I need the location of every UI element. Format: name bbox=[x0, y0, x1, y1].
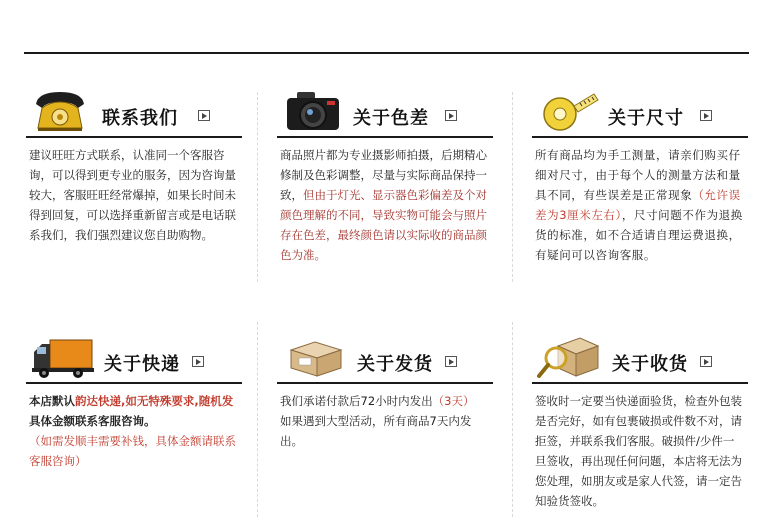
delivery-truck-icon bbox=[30, 334, 96, 380]
card-title: 关于色差 bbox=[353, 108, 429, 129]
card-title-rule bbox=[26, 382, 242, 384]
card-color-difference bbox=[275, 88, 495, 262]
card-title-rule bbox=[277, 136, 493, 138]
text-highlight: ,如无特殊要求,随机发 bbox=[121, 394, 234, 408]
column-divider bbox=[257, 92, 258, 282]
column-divider bbox=[512, 92, 513, 282]
text-highlight: 韵达快递 bbox=[75, 394, 121, 408]
column-divider bbox=[257, 322, 258, 517]
card-text: 建议旺旺方式联系，认准同一个客服咨询，可以得到更专业的服务，因为咨询量较大，客服旺旺经常爆掉，如果长时间未得到回复，可以选择重新留言或是电话联系我们，我们强烈建议您自助购物。 bbox=[29, 148, 236, 242]
card-text bbox=[280, 145, 490, 265]
camera-icon bbox=[281, 88, 347, 134]
arrow-icon[interactable] bbox=[198, 110, 210, 121]
card-text bbox=[280, 391, 490, 451]
card-size bbox=[530, 88, 750, 262]
column-divider bbox=[512, 322, 513, 517]
arrow-icon[interactable] bbox=[445, 110, 457, 121]
text-segment: 具体金额联系客服咨询。 bbox=[29, 414, 156, 428]
card-shipping bbox=[275, 334, 495, 448]
top-divider bbox=[24, 52, 749, 54]
card-text bbox=[535, 145, 745, 265]
arrow-icon[interactable] bbox=[445, 356, 457, 367]
text-highlight: 但由于灯光、显示器色彩偏差及个对颜色理解的不同，导致实物可能会与照片存在色差，最终颜色请以实际收的商品颜色为准。 bbox=[280, 188, 487, 262]
card-title: 联系我们 bbox=[102, 108, 178, 129]
text-highlight: （3天） bbox=[432, 394, 475, 408]
text-segment: 我们承诺付款后72小时内发出 bbox=[280, 394, 433, 408]
text-highlight: （如需发顺丰需要补钱，具体金额请联系客服咨询） bbox=[29, 434, 236, 468]
text-highlight: （允许误差为3厘米左右） bbox=[535, 188, 741, 222]
package-icon bbox=[281, 334, 347, 380]
card-title-rule bbox=[532, 136, 748, 138]
card-title: 关于快递 bbox=[104, 354, 180, 375]
card-title-rule bbox=[277, 382, 493, 384]
arrow-icon[interactable] bbox=[700, 110, 712, 121]
text-segment: 如果遇到大型活动，所有商品7天内发出。 bbox=[280, 414, 472, 448]
text-segment: 所有商品均为手工测量，请亲们购买仔细对尺寸，由于每个人的测量方法和量具不同，有些误差是正常现象 bbox=[535, 148, 741, 202]
card-contact-us bbox=[24, 88, 244, 242]
card-text: 签收时一定要当快递面验货，检查外包装是否完好，如有包裹破损或件数不对，请拒签，并联系我们客服。破损件/少件一旦签收，再出现任何问题，本店将无法为您处理，如朋友或是家人代签，请一定告知验货签收。 bbox=[535, 394, 742, 508]
card-title: 关于尺寸 bbox=[608, 108, 684, 129]
card-title: 关于发货 bbox=[357, 354, 433, 375]
card-text bbox=[29, 391, 239, 471]
text-segment: 本店默认 bbox=[29, 394, 75, 408]
magnifier-box-icon bbox=[536, 334, 602, 380]
tape-measure-icon bbox=[536, 88, 602, 134]
card-title: 关于收货 bbox=[612, 354, 688, 375]
text-segment: 商品照片都为专业摄影师拍摄，后期精心修制及色彩调整，尽量与实际商品保持一致， bbox=[280, 148, 487, 202]
telephone-icon bbox=[30, 88, 96, 134]
card-receiving bbox=[530, 334, 750, 508]
card-title-rule bbox=[532, 382, 748, 384]
card-title-rule bbox=[26, 136, 242, 138]
arrow-icon[interactable] bbox=[700, 356, 712, 367]
card-courier bbox=[24, 334, 244, 468]
arrow-icon[interactable] bbox=[192, 356, 204, 367]
text-segment: ，尺寸问题不作为退换货的标准，如不合适请自理运费退换，有疑问可以咨询客服。 bbox=[535, 208, 743, 262]
